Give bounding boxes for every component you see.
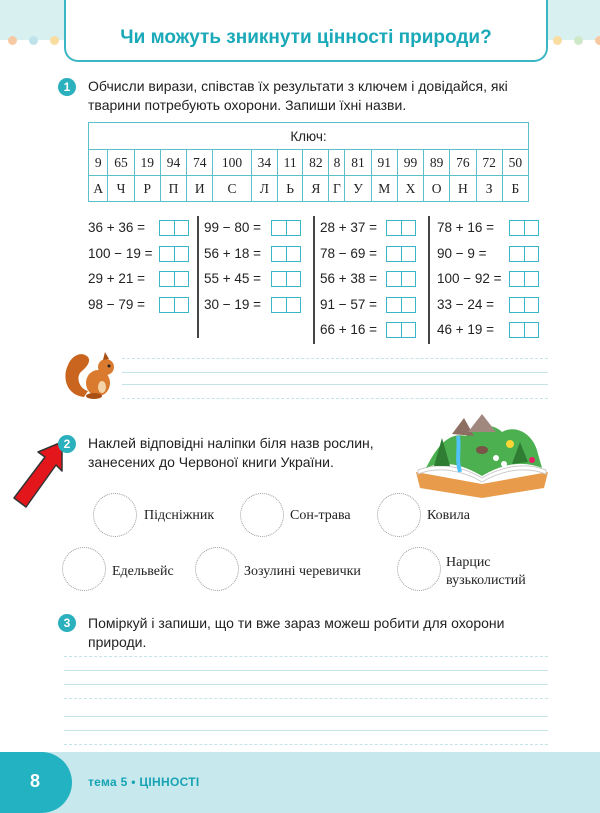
plant-label-pasqueflower: Сон-трава <box>290 508 351 523</box>
answer-boxes[interactable] <box>271 246 301 262</box>
task3-number: 3 <box>58 614 76 632</box>
expression-text: 46 + 19 = <box>437 322 495 337</box>
expression-text: 100 − 92 = <box>437 271 502 286</box>
task1-text <box>88 77 550 115</box>
answer-digit-box[interactable] <box>160 272 174 286</box>
writing-line <box>64 670 548 671</box>
answer-digit-box[interactable] <box>524 221 539 235</box>
answer-digit-box[interactable] <box>524 323 539 337</box>
expression-text: 98 − 79 = <box>88 296 146 312</box>
answer-digit-box[interactable] <box>160 221 174 235</box>
column-separator <box>313 216 315 344</box>
plant-label-snowdrop: Підсніжник <box>144 508 215 523</box>
answer-digit-box[interactable] <box>401 298 416 312</box>
key-letter-cell: Л <box>251 176 277 202</box>
answer-boxes[interactable] <box>386 246 416 262</box>
answer-digit-box[interactable] <box>524 272 539 286</box>
answer-digit-box[interactable] <box>401 247 416 261</box>
answer-digit-box[interactable] <box>160 247 174 261</box>
key-letter-cell: А <box>89 176 108 202</box>
answer-digit-box[interactable] <box>510 323 524 337</box>
answer-digit-box[interactable] <box>387 323 401 337</box>
plant-label-narcissus <box>446 554 526 590</box>
answer-digit-box[interactable] <box>387 298 401 312</box>
answer-boxes[interactable] <box>509 271 539 287</box>
answer-boxes[interactable] <box>509 322 539 338</box>
answer-boxes[interactable] <box>386 297 416 313</box>
sticker-circle[interactable] <box>93 493 137 537</box>
task2-text-line1: Наклей відповідні наліпки біля назв рослин, <box>88 435 374 451</box>
key-number-cell: 91 <box>371 150 397 176</box>
sticker-circle[interactable] <box>377 493 421 537</box>
key-number-cell: 50 <box>502 150 528 176</box>
key-number-cell: 76 <box>450 150 476 176</box>
writing-line <box>64 684 548 685</box>
task2-text <box>88 434 418 472</box>
expression-text: 56 + 18 = <box>204 245 262 261</box>
key-number-cell: 99 <box>397 150 423 176</box>
writing-line <box>122 358 548 359</box>
key-number-cell: 74 <box>187 150 213 176</box>
answer-digit-box[interactable] <box>286 298 301 312</box>
answer-digit-box[interactable] <box>401 272 416 286</box>
expression-text: 78 − 69 = <box>320 245 378 261</box>
key-number-cell: 81 <box>345 150 371 176</box>
answer-digit-box[interactable] <box>510 298 524 312</box>
expression-text: 28 + 37 = <box>320 220 378 235</box>
key-number-cell: 11 <box>277 150 302 176</box>
key-number-cell: 72 <box>476 150 502 176</box>
plant-label-narcissus-line2: вузьколистий <box>446 573 526 588</box>
sticker-circle[interactable] <box>62 547 106 591</box>
answer-digit-box[interactable] <box>272 221 286 235</box>
answer-boxes[interactable] <box>159 271 189 287</box>
key-letters-row <box>89 176 529 202</box>
answer-digit-box[interactable] <box>510 247 524 261</box>
expression-text: 66 + 16 = <box>320 322 378 337</box>
writing-line <box>122 398 548 399</box>
column-separator <box>428 216 430 344</box>
key-number-cell: 9 <box>89 150 108 176</box>
expression-text: 33 − 24 = <box>437 296 495 312</box>
answer-digit-box[interactable] <box>272 272 286 286</box>
key-number-cell: 34 <box>251 150 277 176</box>
writing-line <box>64 730 548 731</box>
task2-number: 2 <box>58 435 76 453</box>
expression-text: 91 − 57 = <box>320 296 378 312</box>
answer-digit-box[interactable] <box>387 272 401 286</box>
expression-text: 36 + 36 = <box>88 220 146 235</box>
answer-boxes[interactable] <box>386 220 416 236</box>
answer-boxes[interactable] <box>271 297 301 313</box>
title-box <box>64 0 548 62</box>
key-number-cell: 19 <box>134 150 160 176</box>
sticker-circle[interactable] <box>397 547 441 591</box>
answer-digit-box[interactable] <box>272 247 286 261</box>
answer-boxes[interactable] <box>509 297 539 313</box>
key-number-cell: 89 <box>424 150 450 176</box>
answer-digit-box[interactable] <box>387 221 401 235</box>
plant-label-edelweiss: Едельвейс <box>112 564 174 579</box>
expression-text: 90 − 9 = <box>437 245 487 261</box>
answer-digit-box[interactable] <box>174 272 189 286</box>
key-table <box>88 122 529 202</box>
writing-line <box>64 698 548 699</box>
expression-text: 100 − 19 = <box>88 245 153 261</box>
answer-digit-box[interactable] <box>510 221 524 235</box>
task3-text-line1: Поміркуй і запиши, що ти вже зараз можеш робити для охорони <box>88 615 505 631</box>
sticker-circle[interactable] <box>240 493 284 537</box>
answer-digit-box[interactable] <box>524 298 539 312</box>
column-separator <box>197 216 199 338</box>
key-letter-cell: Ь <box>277 176 302 202</box>
answer-boxes[interactable] <box>509 220 539 236</box>
key-number-cell: 82 <box>303 150 329 176</box>
task1-number: 1 <box>58 78 76 96</box>
expression-text: 56 + 38 = <box>320 271 378 286</box>
page-number: 8 <box>30 771 41 791</box>
squirrel-icon <box>62 347 120 399</box>
plant-label-feather-grass: Ковила <box>427 508 470 523</box>
red-arrow-icon <box>12 440 64 512</box>
plant-label-narcissus-line1: Нарцис <box>446 555 491 570</box>
plant-label-ladys-slipper: Зозулині черевички <box>244 564 361 579</box>
task1-text-line2: тварини потребують охорони. Запиши їхні назви. <box>88 97 407 113</box>
task3-text <box>88 614 550 652</box>
answer-boxes[interactable] <box>159 246 189 262</box>
key-letter-cell: О <box>424 176 450 202</box>
key-letter-cell: Н <box>450 176 476 202</box>
answer-digit-box[interactable] <box>286 221 301 235</box>
answer-digit-box[interactable] <box>286 247 301 261</box>
expression-text: 99 − 80 = <box>204 220 262 235</box>
answer-digit-box[interactable] <box>401 221 416 235</box>
key-letter-cell: Я <box>303 176 329 202</box>
key-letter-cell: С <box>213 176 251 202</box>
expression-text: 29 + 21 = <box>88 271 146 286</box>
answer-digit-box[interactable] <box>174 221 189 235</box>
answer-digit-box[interactable] <box>510 272 524 286</box>
key-letter-cell: П <box>160 176 186 202</box>
key-number-cell: 94 <box>160 150 186 176</box>
answer-digit-box[interactable] <box>524 247 539 261</box>
task1-text-line1: Обчисли вирази, співстав їх результати з ключем і довідайся, які <box>88 78 508 94</box>
expression-text: 55 + 45 = <box>204 271 262 286</box>
key-number-cell: 65 <box>108 150 134 176</box>
key-letter-cell: Х <box>397 176 423 202</box>
key-letter-cell: М <box>371 176 397 202</box>
answer-digit-box[interactable] <box>401 323 416 337</box>
writing-line <box>64 656 548 657</box>
key-number-cell: 8 <box>329 150 345 176</box>
key-number-cell: 100 <box>213 150 251 176</box>
writing-line <box>64 744 548 745</box>
answer-boxes[interactable] <box>509 246 539 262</box>
expression-text: 78 + 16 = <box>437 220 495 235</box>
key-letter-cell: З <box>476 176 502 202</box>
writing-line <box>64 716 548 717</box>
page-title: Чи можуть зникнути цінності природи? <box>120 27 492 48</box>
writing-line <box>122 384 548 385</box>
key-letter-cell: И <box>187 176 213 202</box>
task3-text-line2: природи. <box>88 634 147 650</box>
task2-text-line2: занесених до Червоної книги України. <box>88 454 334 470</box>
sticker-circle[interactable] <box>195 547 239 591</box>
key-numbers-row <box>89 150 529 176</box>
answer-boxes[interactable] <box>159 297 189 313</box>
answer-digit-box[interactable] <box>160 298 174 312</box>
key-title: Ключ: <box>89 123 529 150</box>
key-letter-cell: Р <box>134 176 160 202</box>
answer-digit-box[interactable] <box>272 298 286 312</box>
answer-boxes[interactable] <box>271 220 301 236</box>
writing-line <box>122 372 548 373</box>
key-letter-cell: У <box>345 176 371 202</box>
answer-boxes[interactable] <box>271 271 301 287</box>
answer-digit-box[interactable] <box>174 298 189 312</box>
key-letter-cell: Ч <box>108 176 134 202</box>
answer-boxes[interactable] <box>386 271 416 287</box>
topic-label: тема 5 • ЦІННОСТІ <box>88 775 200 789</box>
key-letter-cell: Г <box>329 176 345 202</box>
answer-boxes[interactable] <box>159 220 189 236</box>
answer-digit-box[interactable] <box>174 247 189 261</box>
expression-text: 30 − 19 = <box>204 296 262 312</box>
answer-digit-box[interactable] <box>387 247 401 261</box>
answer-boxes[interactable] <box>386 322 416 338</box>
key-letter-cell: Б <box>502 176 528 202</box>
open-book-illustration <box>412 414 552 500</box>
answer-digit-box[interactable] <box>286 272 301 286</box>
